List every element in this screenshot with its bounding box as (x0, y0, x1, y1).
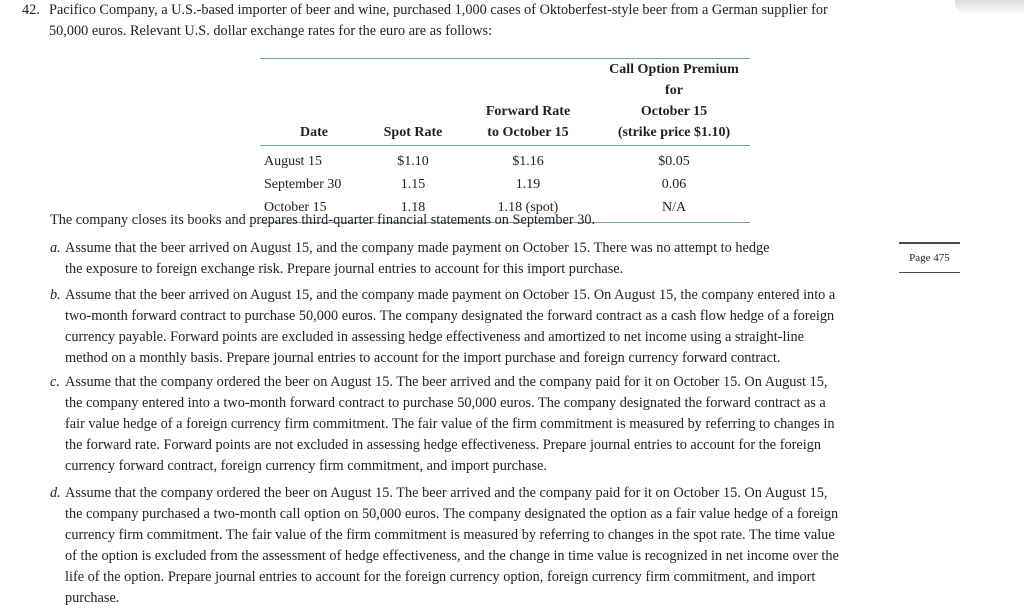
table-row (260, 146, 750, 174)
cell-forward: 1.19 (515, 177, 541, 192)
intro-line-2: 50,000 euros. Relevant U.S. dollar exchange rates for the euro are as follows: (49, 23, 493, 39)
intro-line-1: 42. Pacifico Company, a U.S.-based importer of beer and wine, purchased 1,000 cases of Oktoberfest-style beer from a German supplier for (22, 0, 982, 21)
cell-date: September 30 (264, 177, 342, 192)
cell-call: $0.05 (658, 154, 690, 169)
part-label: a. (50, 240, 61, 256)
problem-intro (22, 0, 982, 42)
cell-forward: 1.18 (spot) (497, 200, 559, 215)
part-d: d. Assume that the company ordered the beer on August 15. The beer arrived and the company paid for it on October 15. On August 15, the company purchased a two-month call option on 50,000 euros. The company designated the option as a fair value hedge of a foreign currency firm commitment. The fair value of the firm commitment is measured by referring to changes in the spot rate. The time value of the option is excluded from the assessment of hedge effectiveness, and the change in time value is recognized in net income over the life of the option. Prepare journal entries to account for the foreign currency option, foreign currency firm commitment, and import purchase. (50, 485, 839, 606)
part-a: a. Assume that the beer arrived on August 15, and the company made payment on October 15. There was no attempt to hedge the exposure to foreign exchange risk. Prepare journal entries to account for this import purchase. (50, 240, 770, 277)
part-label: c. (50, 374, 60, 390)
header-date: Date (260, 59, 368, 146)
header-spot-rate: Spot Rate (368, 59, 458, 146)
cell-spot: 1.15 (400, 177, 426, 192)
exchange-rate-table (260, 58, 750, 223)
cell-forward: $1.16 (512, 154, 544, 169)
closing-statement: The company closes its books and prepares third-quarter financial statements on September 30. (50, 212, 596, 228)
cell-call: N/A (661, 200, 687, 215)
table-header-row (260, 59, 750, 146)
table-row (260, 173, 750, 196)
header-forward-rate: Forward Rate to October 15 (458, 59, 598, 146)
cell-spot: 1.18 (400, 200, 426, 215)
cell-call: 0.06 (661, 177, 687, 192)
header-call-option: Call Option Premium for October 15 (strike price $1.10) (598, 59, 750, 146)
page-marker: Page 475 (899, 242, 960, 273)
cell-spot: $1.10 (397, 154, 429, 169)
part-label: b. (50, 287, 61, 303)
cell-date: August 15 (264, 154, 322, 169)
part-c: c. Assume that the company ordered the beer on August 15. The beer arrived and the company paid for it on October 15. On August 15, the company entered into a two-month forward contract to purchase 50,000 euros. The company designated the forward contract as a fair value hedge of a foreign currency firm commitment. The fair value of the firm commitment is measured by referring to changes in the forward rate. Forward points are not excluded in assessing hedge effectiveness. Prepare journal entries to account for the foreign currency forward contract, foreign currency firm commitment, and import purchase. (50, 374, 835, 474)
problem-number: 42. (22, 2, 40, 18)
cell-date: October 15 (264, 200, 327, 215)
part-label: d. (50, 485, 61, 501)
part-b: b. Assume that the beer arrived on August 15, and the company made payment on October 15. On August 15, the company entered into a two-month forward contract to purchase 50,000 euros. The company designated the forward contract as a cash flow hedge of a foreign currency payable. Forward points are excluded in assessing hedge effectiveness and amortized to net income using a straight-line method on a monthly basis. Prepare journal entries to account for the import purchase and foreign currency forward contract. (50, 287, 836, 366)
